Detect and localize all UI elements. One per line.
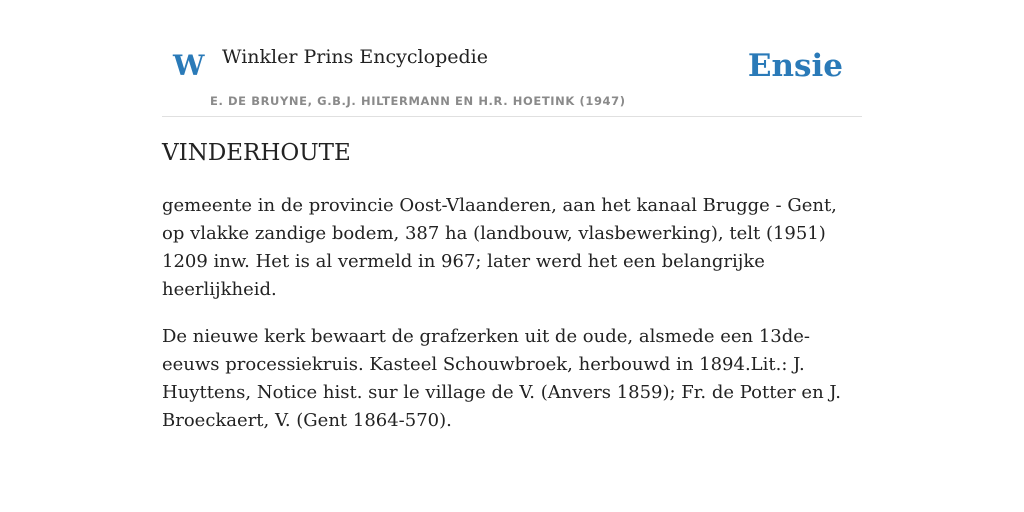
ensie-brand-logo[interactable]: Ensie (747, 48, 843, 84)
entry-paragraph: De nieuwe kerk bewaart de grafzerken uit de oude, alsmede een 13de-eeuws processiekruis. Kasteel Schouwbroek, herbouwd in 1894.Lit.: J. Huyttens, Notice hist. sur le village de V. (Anvers 1859); Fr. de Potter en J. Broeckaert, V. (Gent 1864-570). (162, 326, 841, 431)
page (162, 0, 862, 431)
entry-body (162, 192, 862, 454)
source-title-link[interactable]: Winkler Prins Encyclopedie (222, 46, 488, 68)
source-authors: E. DE BRUYNE, G.B.J. HILTERMANN EN H.R. HOETINK (1947) (210, 94, 626, 108)
entry-title: VINDERHOUTE (162, 140, 351, 166)
source-header (162, 0, 862, 117)
entry-paragraph: gemeente in de provincie Oost-Vlaanderen, aan het kanaal Brugge - Gent, op vlakke zandige bodem, 387 ha (landbouw, vlasbewerking), telt (1951) 1209 inw. Het is al vermeld in 967; later werd het een belangrijke heerlijkheid. (162, 195, 837, 300)
source-logo-icon[interactable]: W (173, 49, 205, 82)
